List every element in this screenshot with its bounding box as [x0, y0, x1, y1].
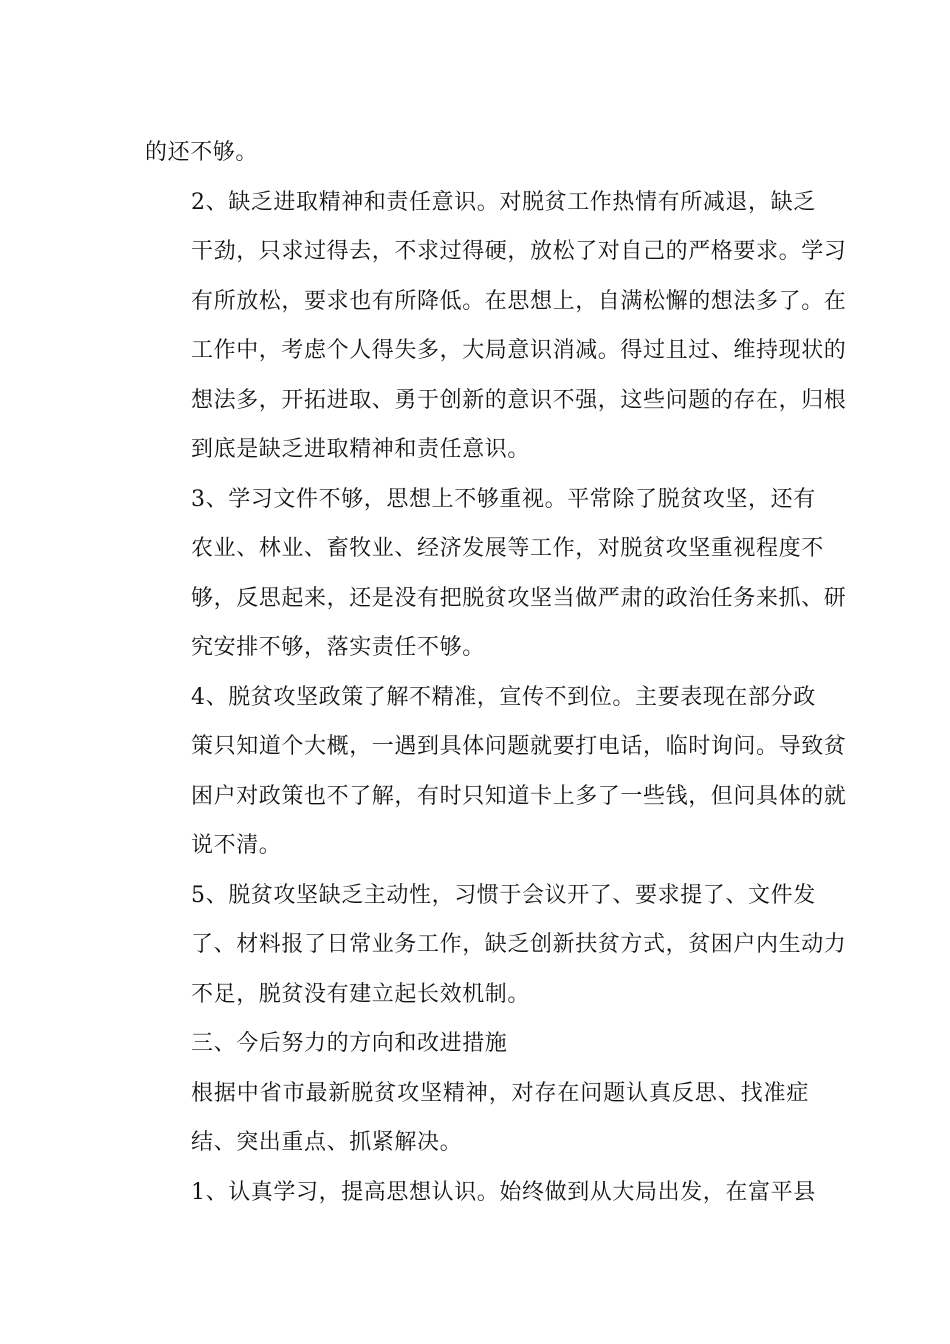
paragraph-item-4 [145, 673, 847, 871]
text-line: 根据中省市最新脱贫攻坚精神，对存在问题认真反思、找准症 [191, 1080, 809, 1106]
text-line: 想法多，开拓进取、勇于创新的意识不强，这些问题的存在，归根 [191, 387, 847, 413]
paragraph-item-3 [145, 475, 847, 673]
text-line: 不足，脱贫没有建立起长效机制。 [191, 981, 531, 1007]
text-line: 干劲，只求过得去，不求过得硬，放松了对自己的严格要求。学习 [191, 239, 847, 264]
document-body [145, 128, 847, 1217]
text-line: 有所放松，要求也有所降低。在思想上，自满松懈的想法多了。在 [191, 288, 847, 314]
text-line: 3、学习文件不够，思想上不够重视。平常除了脱贫攻坚，还有 [191, 486, 816, 512]
text-line: 够，反思起来，还是没有把脱贫攻坚当做严肃的政治任务来抓、研 [191, 585, 847, 611]
text-line: 究安排不够，落实责任不够。 [191, 635, 485, 660]
text-line: 结、突出重点、抓紧解决。 [191, 1130, 463, 1155]
text-line: 工作中，考虑个人得失多，大局意识消减。得过且过、维持现状的 [191, 338, 847, 363]
section-heading-text: 三、今后努力的方向和改进措施 [191, 1031, 508, 1056]
text-line: 策只知道个大概，一遇到具体问题就要打电话，临时询问。导致贫 [191, 734, 847, 759]
paragraph-intro [145, 1069, 809, 1168]
text-line: 到底是缺乏进取精神和责任意识。 [191, 437, 531, 462]
text-line: 2、缺乏进取精神和责任意识。对脱贫工作热情有所减退，缺乏 [191, 189, 816, 215]
text-line: 困户对政策也不了解，有时只知道卡上多了一些钱，但问具体的就 [191, 783, 847, 809]
text-line: 4、脱贫攻坚政策了解不精准，宣传不到位。主要表现在部分政 [191, 684, 816, 710]
paragraph-item-5 [145, 871, 847, 1020]
text-line: 5、脱贫攻坚缺乏主动性，习惯于会议开了、要求提了、文件发 [191, 882, 816, 908]
text-line: 了、材料报了日常业务工作，缺乏创新扶贫方式，贫困户内生动力 [191, 932, 847, 957]
section-heading [145, 1019, 809, 1069]
paragraph-measure-1 [145, 1168, 816, 1218]
paragraph-continuation [145, 128, 809, 178]
text-line: 的还不够。 [145, 140, 259, 165]
text-line: 1、认真学习，提高思想认识。始终做到从大局出发，在富平县 [191, 1179, 816, 1205]
text-line: 说不清。 [191, 833, 282, 858]
paragraph-item-2 [145, 178, 847, 475]
text-line: 农业、林业、畜牧业、经济发展等工作，对脱贫攻坚重视程度不 [191, 536, 824, 561]
